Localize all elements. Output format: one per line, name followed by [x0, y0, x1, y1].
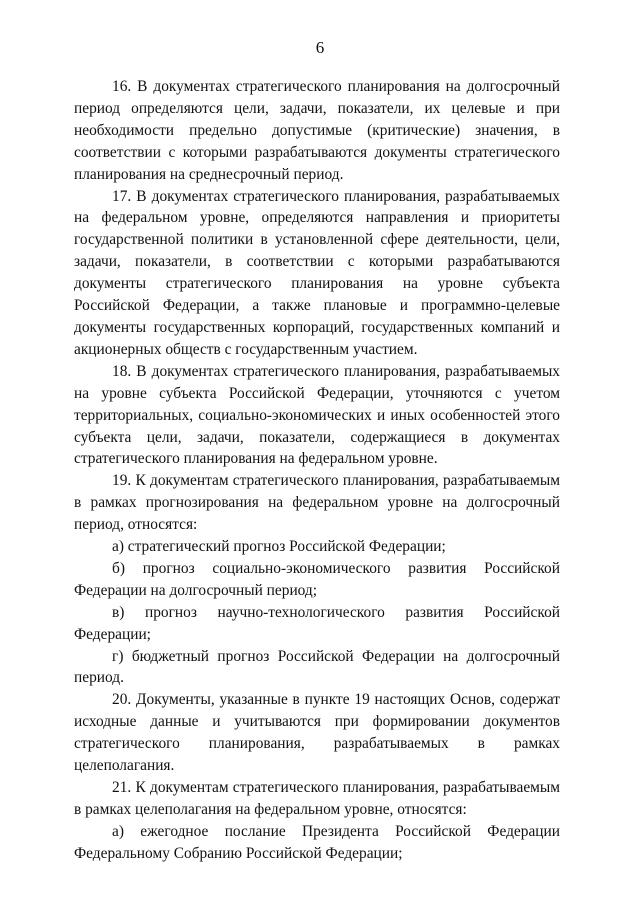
list-item-19c: в) прогноз научно-технологического развития Российской Федерации; — [74, 603, 560, 643]
list-item-21a: а) ежегодное послание Президента Российской Федерации Федеральному Собранию Российской Федерации; — [74, 822, 560, 862]
document-body — [74, 76, 560, 865]
list-item-19d: г) бюджетный прогноз Российской Федерации на долгосрочный период. — [74, 647, 560, 687]
list-item-19b: б) прогноз социально-экономического развития Российской Федерации на долгосрочный период; — [74, 559, 560, 599]
list-item-19a: а) стратегический прогноз Российской Федерации; — [112, 538, 446, 556]
paragraph-21: 21. К документам стратегического планирования, разрабатываемым в рамках целеполагания на федеральном уровне, относятся: — [74, 779, 560, 818]
paragraph-19: 19. К документам стратегического планирования, разрабатываемым в рамках прогнозирования на федеральном уровне на долгосрочный период, относятся: — [74, 472, 560, 534]
paragraph-18: 18. В документах стратегического планирования, разрабатываемых на уровне субъекта Российской Федерации, уточняются с учетом территориальных, социально-экономических и иных особенностей этого субъекта цели, задачи, показатели, содержащиеся в документах стратегического планирования на федеральном уровне. — [74, 362, 560, 468]
page-number: 6 — [315, 38, 325, 57]
paragraph-20: 20. Документы, указанные в пункте 19 настоящих Основ, содержат исходные данные и учитываются при формировании документов стратегического планирования, разрабатываемых в рамках целеполагания. — [74, 691, 560, 775]
paragraph-17: 17. В документах стратегического планирования, разрабатываемых на федеральном уровне, определяются направления и приоритеты государственной политики в установленной сфере деятельности, цели, задачи, показатели, в соответствии с которыми разрабатываются документы стратегического планирования на уровне субъекта Российской Федерации, а также плановые и программно-целевые документы государственных корпораций, государственных компаний и акционерных обществ с государственным участием. — [74, 187, 560, 358]
paragraph-16: 16. В документах стратегического планирования на долгосрочный период определяются цели, задачи, показатели, их целевые и при необходимости предельно допустимые (критические) значения, в соответствии с которыми разрабатываются документы стратегического планирования на среднесрочный период. — [74, 78, 560, 183]
